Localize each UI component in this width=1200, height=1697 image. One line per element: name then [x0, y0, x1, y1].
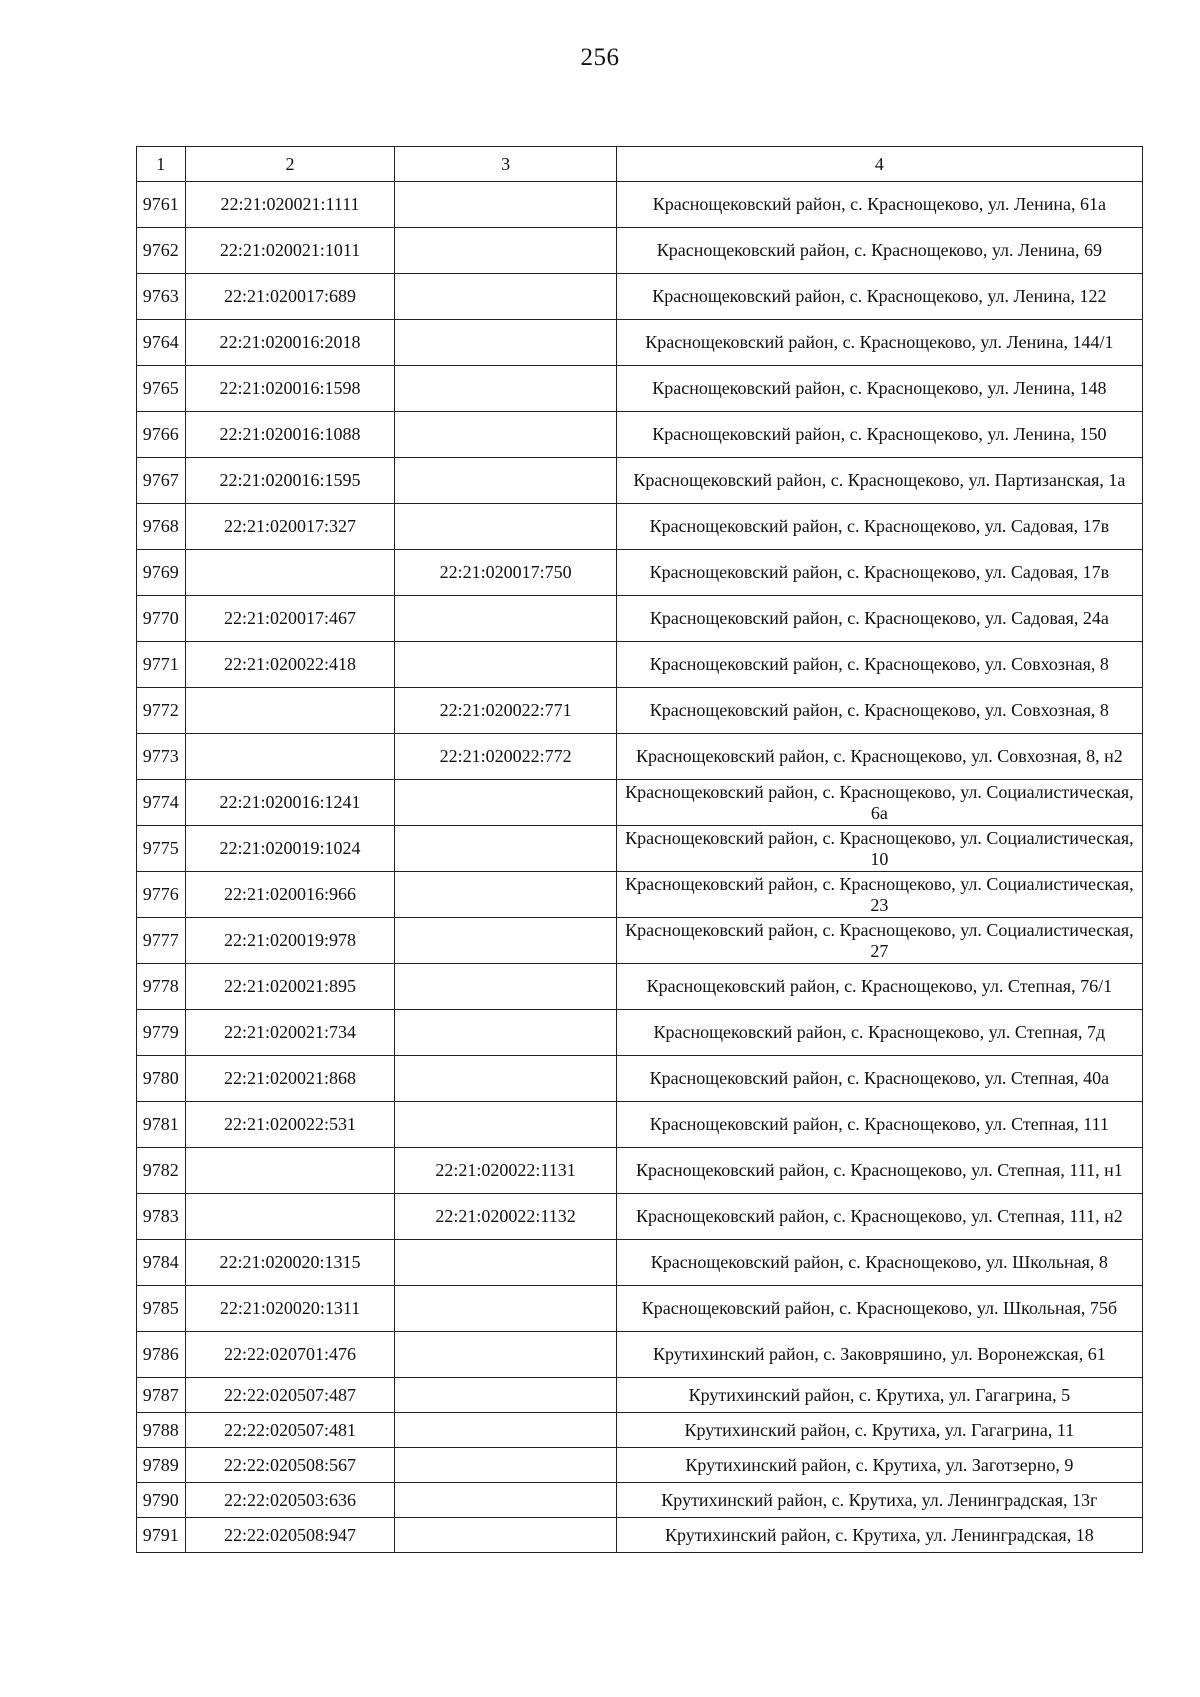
address-cell: Краснощековский район, с. Краснощеково, ул. Ленина, 122: [616, 274, 1142, 320]
cadastral-number-alt-cell: [395, 1413, 616, 1448]
address-cell: Крутихинский район, с. Крутиха, ул. Заготзерно, 9: [616, 1448, 1142, 1483]
table-row: [137, 1483, 1143, 1518]
table-row: [137, 872, 1143, 918]
row-number-cell: 9774: [137, 780, 186, 826]
row-number-cell: 9772: [137, 688, 186, 734]
cadastral-number-cell: 22:22:020503:636: [185, 1483, 395, 1518]
table-row: [137, 1413, 1143, 1448]
table-row: [137, 1286, 1143, 1332]
address-cell: Краснощековский район, с. Краснощеково, ул. Степная, 76/1: [616, 964, 1142, 1010]
table-row: [137, 1518, 1143, 1553]
header-col-2: 2: [185, 147, 395, 182]
cadastral-number-alt-cell: [395, 826, 616, 872]
row-number-cell: 9762: [137, 228, 186, 274]
cadastral-number-cell: 22:21:020021:1011: [185, 228, 395, 274]
row-number-cell: 9775: [137, 826, 186, 872]
row-number-cell: 9781: [137, 1102, 186, 1148]
address-cell: Краснощековский район, с. Краснощеково, ул. Социалистическая, 27: [616, 918, 1142, 964]
row-number-cell: 9782: [137, 1148, 186, 1194]
cadastral-number-cell: 22:21:020016:1595: [185, 458, 395, 504]
row-number-cell: 9771: [137, 642, 186, 688]
row-number-cell: 9787: [137, 1378, 186, 1413]
address-cell: Краснощековский район, с. Краснощеково, ул. Садовая, 17в: [616, 550, 1142, 596]
row-number-cell: 9768: [137, 504, 186, 550]
address-cell: Краснощековский район, с. Краснощеково, ул. Степная, 40а: [616, 1056, 1142, 1102]
cadastral-number-cell: 22:21:020021:734: [185, 1010, 395, 1056]
row-number-cell: 9773: [137, 734, 186, 780]
table-row: [137, 1148, 1143, 1194]
address-cell: Краснощековский район, с. Краснощеково, ул. Социалистическая, 6а: [616, 780, 1142, 826]
cadastral-number-alt-cell: [395, 1056, 616, 1102]
row-number-cell: 9784: [137, 1240, 186, 1286]
table-header: [137, 147, 1143, 182]
cadastral-number-alt-cell: [395, 366, 616, 412]
row-number-cell: 9765: [137, 366, 186, 412]
header-col-3: 3: [395, 147, 616, 182]
cadastral-number-alt-cell: 22:21:020022:1132: [395, 1194, 616, 1240]
table-row: [137, 1010, 1143, 1056]
cadastral-number-alt-cell: [395, 182, 616, 228]
table-row: [137, 964, 1143, 1010]
row-number-cell: 9778: [137, 964, 186, 1010]
cadastral-number-cell: 22:22:020508:947: [185, 1518, 395, 1553]
row-number-cell: 9776: [137, 872, 186, 918]
cadastral-number-alt-cell: [395, 320, 616, 366]
table-row: [137, 734, 1143, 780]
row-number-cell: 9761: [137, 182, 186, 228]
table-row: [137, 182, 1143, 228]
page-number: 256: [580, 44, 620, 71]
cadastral-number-alt-cell: [395, 1448, 616, 1483]
cadastral-number-alt-cell: [395, 780, 616, 826]
cadastral-number-cell: 22:21:020017:327: [185, 504, 395, 550]
row-number-cell: 9779: [137, 1010, 186, 1056]
address-cell: Краснощековский район, с. Краснощеково, ул. Ленина, 148: [616, 366, 1142, 412]
cadastral-number-cell: 22:21:020017:467: [185, 596, 395, 642]
cadastral-number-cell: 22:21:020019:1024: [185, 826, 395, 872]
cadastral-number-alt-cell: 22:21:020022:1131: [395, 1148, 616, 1194]
row-number-cell: 9786: [137, 1332, 186, 1378]
cadastral-number-alt-cell: [395, 596, 616, 642]
address-cell: Крутихинский район, с. Крутиха, ул. Гагагрина, 11: [616, 1413, 1142, 1448]
header-col-4: 4: [616, 147, 1142, 182]
address-cell: Краснощековский район, с. Краснощеково, ул. Ленина, 150: [616, 412, 1142, 458]
cadastral-number-alt-cell: [395, 1483, 616, 1518]
cadastral-number-cell: 22:21:020022:531: [185, 1102, 395, 1148]
cadastral-number-alt-cell: [395, 1332, 616, 1378]
cadastral-number-cell: 22:21:020020:1311: [185, 1286, 395, 1332]
table-row: [137, 1102, 1143, 1148]
address-cell: Краснощековский район, с. Краснощеково, ул. Совхозная, 8: [616, 642, 1142, 688]
cadastral-number-cell: 22:21:020020:1315: [185, 1240, 395, 1286]
cadastral-number-cell: [185, 1194, 395, 1240]
cadastral-number-alt-cell: [395, 1010, 616, 1056]
cadastral-number-alt-cell: [395, 1378, 616, 1413]
address-cell: Краснощековский район, с. Краснощеково, ул. Школьная, 75б: [616, 1286, 1142, 1332]
address-cell: Краснощековский район, с. Краснощеково, ул. Ленина, 144/1: [616, 320, 1142, 366]
cadastral-number-cell: 22:22:020508:567: [185, 1448, 395, 1483]
header-row: [137, 147, 1143, 182]
row-number-cell: 9791: [137, 1518, 186, 1553]
address-cell: Краснощековский район, с. Краснощеково, ул. Степная, 111, н2: [616, 1194, 1142, 1240]
table-row: [137, 274, 1143, 320]
cadastral-number-alt-cell: [395, 964, 616, 1010]
row-number-cell: 9783: [137, 1194, 186, 1240]
cadastral-number-cell: 22:21:020019:978: [185, 918, 395, 964]
cadastral-number-alt-cell: [395, 642, 616, 688]
table-row: [137, 228, 1143, 274]
row-number-cell: 9769: [137, 550, 186, 596]
cadastral-number-alt-cell: [395, 228, 616, 274]
cadastral-number-cell: 22:21:020022:418: [185, 642, 395, 688]
address-cell: Краснощековский район, с. Краснощеково, ул. Садовая, 24а: [616, 596, 1142, 642]
cadastral-number-alt-cell: 22:21:020017:750: [395, 550, 616, 596]
cadastral-number-cell: 22:21:020016:1088: [185, 412, 395, 458]
cadastral-number-alt-cell: [395, 1286, 616, 1332]
cadastral-number-cell: 22:21:020021:1111: [185, 182, 395, 228]
address-cell: Краснощековский район, с. Краснощеково, ул. Ленина, 61а: [616, 182, 1142, 228]
cadastral-number-cell: 22:21:020021:868: [185, 1056, 395, 1102]
table-row: [137, 642, 1143, 688]
cadastral-number-cell: 22:21:020017:689: [185, 274, 395, 320]
table-row: [137, 1378, 1143, 1413]
cadastral-number-cell: 22:21:020016:1598: [185, 366, 395, 412]
table-body: [137, 182, 1143, 1553]
cadastral-number-alt-cell: [395, 458, 616, 504]
cadastral-number-alt-cell: [395, 504, 616, 550]
table-row: [137, 1240, 1143, 1286]
row-number-cell: 9764: [137, 320, 186, 366]
address-cell: Краснощековский район, с. Краснощеково, ул. Степная, 111, н1: [616, 1148, 1142, 1194]
table-row: [137, 780, 1143, 826]
cadastral-number-cell: 22:21:020016:966: [185, 872, 395, 918]
table-row: [137, 1194, 1143, 1240]
address-cell: Краснощековский район, с. Краснощеково, ул. Школьная, 8: [616, 1240, 1142, 1286]
cadastral-number-cell: [185, 688, 395, 734]
address-cell: Краснощековский район, с. Краснощеково, ул. Социалистическая, 10: [616, 826, 1142, 872]
address-cell: Краснощековский район, с. Краснощеково, ул. Садовая, 17в: [616, 504, 1142, 550]
address-cell: Крутихинский район, с. Заковряшино, ул. Воронежская, 61: [616, 1332, 1142, 1378]
table-row: [137, 412, 1143, 458]
data-table: [136, 146, 1143, 1553]
cadastral-number-cell: 22:21:020021:895: [185, 964, 395, 1010]
table-row: [137, 320, 1143, 366]
row-number-cell: 9788: [137, 1413, 186, 1448]
cadastral-number-cell: 22:21:020016:2018: [185, 320, 395, 366]
table-row: [137, 826, 1143, 872]
cadastral-number-cell: [185, 734, 395, 780]
cadastral-number-alt-cell: [395, 1240, 616, 1286]
table-row: [137, 1332, 1143, 1378]
cadastral-number-cell: [185, 550, 395, 596]
address-cell: Крутихинский район, с. Крутиха, ул. Ленинградская, 13г: [616, 1483, 1142, 1518]
cadastral-number-alt-cell: [395, 412, 616, 458]
address-cell: Краснощековский район, с. Краснощеково, ул. Ленина, 69: [616, 228, 1142, 274]
cadastral-number-alt-cell: [395, 872, 616, 918]
header-col-1: 1: [137, 147, 186, 182]
row-number-cell: 9766: [137, 412, 186, 458]
row-number-cell: 9785: [137, 1286, 186, 1332]
table-row: [137, 550, 1143, 596]
row-number-cell: 9767: [137, 458, 186, 504]
table-row: [137, 1448, 1143, 1483]
cadastral-number-cell: 22:22:020701:476: [185, 1332, 395, 1378]
table-row: [137, 366, 1143, 412]
cadastral-number-cell: 22:22:020507:481: [185, 1413, 395, 1448]
row-number-cell: 9790: [137, 1483, 186, 1518]
row-number-cell: 9770: [137, 596, 186, 642]
address-cell: Краснощековский район, с. Краснощеково, ул. Степная, 111: [616, 1102, 1142, 1148]
address-cell: Крутихинский район, с. Крутиха, ул. Ленинградская, 18: [616, 1518, 1142, 1553]
address-cell: Краснощековский район, с. Краснощеково, ул. Партизанская, 1а: [616, 458, 1142, 504]
cadastral-number-alt-cell: [395, 274, 616, 320]
table-row: [137, 458, 1143, 504]
cadastral-number-alt-cell: 22:21:020022:772: [395, 734, 616, 780]
row-number-cell: 9777: [137, 918, 186, 964]
row-number-cell: 9789: [137, 1448, 186, 1483]
cadastral-number-alt-cell: [395, 918, 616, 964]
table-row: [137, 1056, 1143, 1102]
address-cell: Краснощековский район, с. Краснощеково, ул. Совхозная, 8, н2: [616, 734, 1142, 780]
table-row: [137, 918, 1143, 964]
cadastral-number-alt-cell: 22:21:020022:771: [395, 688, 616, 734]
cadastral-number-cell: [185, 1148, 395, 1194]
address-cell: Крутихинский район, с. Крутиха, ул. Гагагрина, 5: [616, 1378, 1142, 1413]
table-row: [137, 688, 1143, 734]
row-number-cell: 9780: [137, 1056, 186, 1102]
address-cell: Краснощековский район, с. Краснощеково, ул. Степная, 7д: [616, 1010, 1142, 1056]
address-cell: Краснощековский район, с. Краснощеково, ул. Совхозная, 8: [616, 688, 1142, 734]
table-row: [137, 504, 1143, 550]
cadastral-number-alt-cell: [395, 1518, 616, 1553]
cadastral-number-alt-cell: [395, 1102, 616, 1148]
table-row: [137, 596, 1143, 642]
row-number-cell: 9763: [137, 274, 186, 320]
cadastral-number-cell: 22:22:020507:487: [185, 1378, 395, 1413]
cadastral-number-cell: 22:21:020016:1241: [185, 780, 395, 826]
address-cell: Краснощековский район, с. Краснощеково, ул. Социалистическая, 23: [616, 872, 1142, 918]
